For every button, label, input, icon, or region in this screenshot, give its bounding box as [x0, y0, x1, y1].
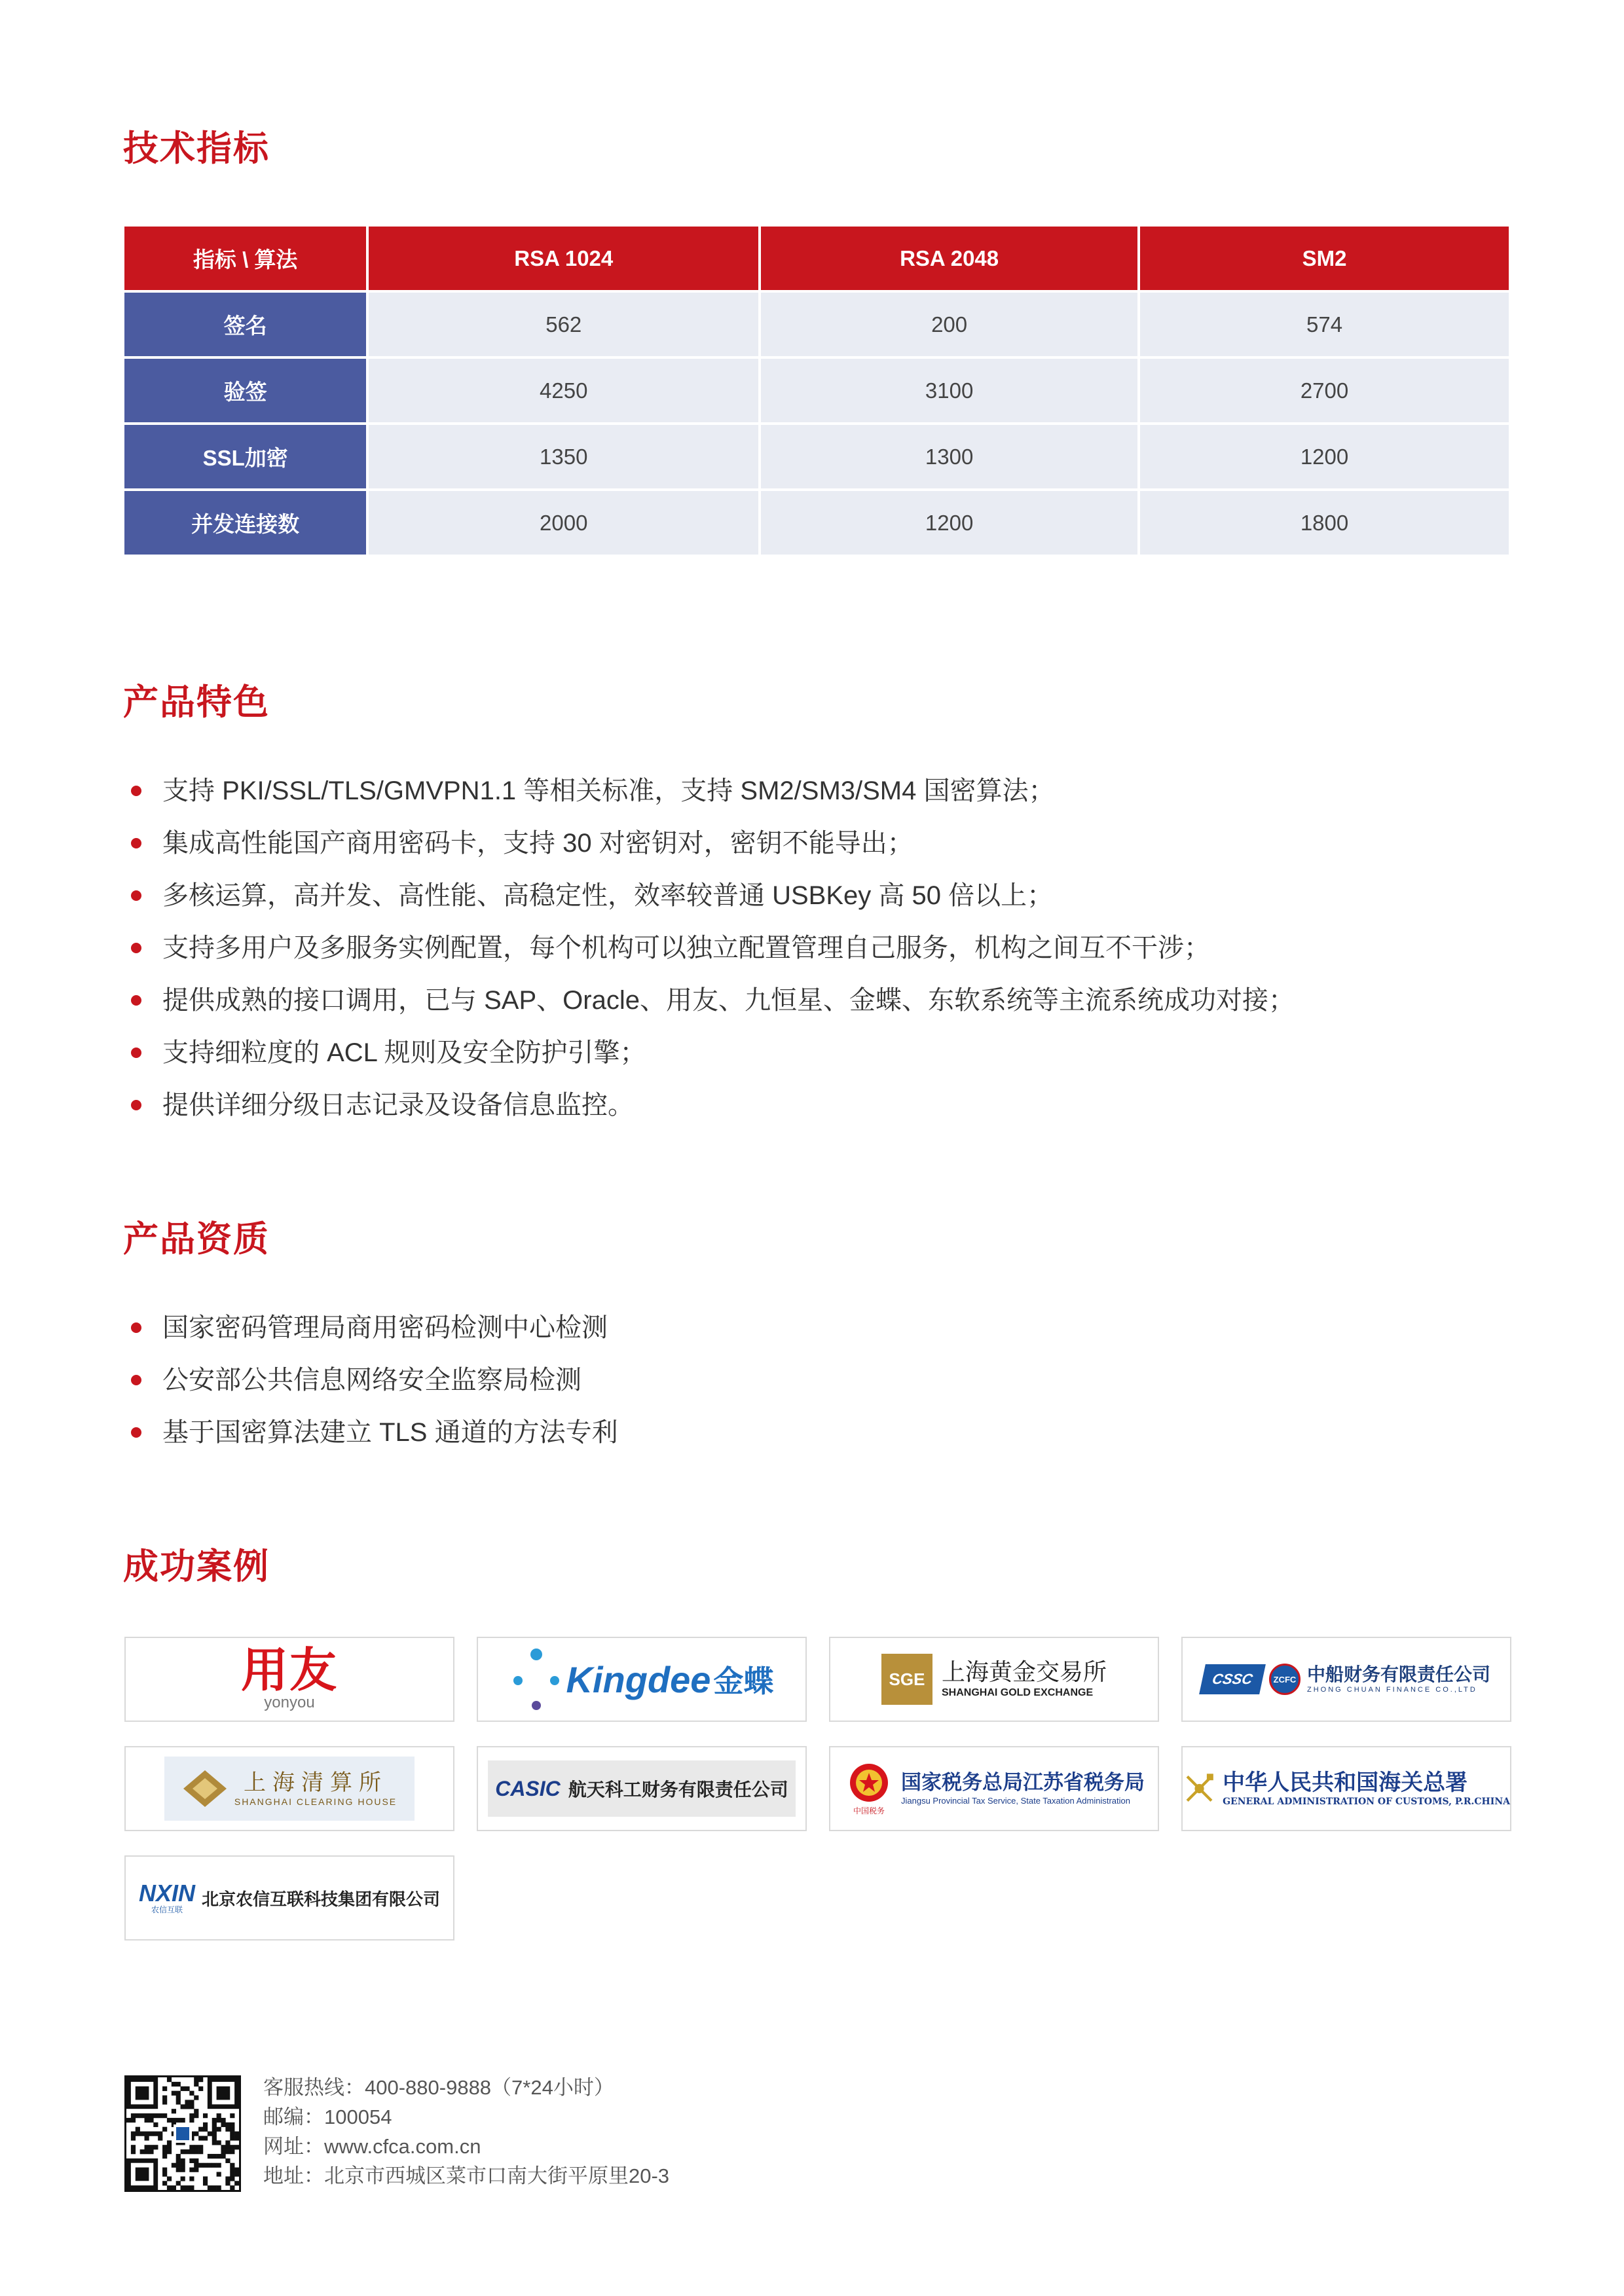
yonyou-logo-text: 用友 — [240, 1645, 338, 1697]
table-cell: 1300 — [761, 425, 1137, 488]
table-header: RSA 2048 — [761, 227, 1137, 290]
nxin-mark-sub: 农信互联 — [151, 1905, 183, 1914]
list-item — [131, 974, 1295, 1027]
sge-logo-sub: SHANGHAI GOLD EXCHANGE — [941, 1687, 1094, 1698]
list-item-text: 基于国密算法建立 TLS 通道的方法专利 — [162, 1418, 618, 1447]
list-item — [131, 1354, 618, 1406]
list-item — [131, 869, 1295, 922]
kingdee-logo-cn: 金蝶 — [713, 1664, 774, 1698]
qualifications-list — [131, 1302, 618, 1459]
shclearing-logo-text: 上海清算所 — [243, 1770, 388, 1796]
nxin-logo-text: 北京农信互联科技集团有限公司 — [202, 1889, 441, 1909]
row-label: 签名 — [124, 293, 366, 356]
kingdee-dots-icon — [510, 1647, 563, 1712]
qualifications-title: 产品资质 — [123, 1220, 270, 1259]
tax-seal-text: 中国税务 — [853, 1806, 885, 1815]
table-header-row — [124, 227, 1509, 290]
table-cell: 562 — [369, 293, 758, 356]
list-item — [131, 817, 1295, 869]
bullet-dot-icon — [131, 890, 141, 901]
logo-nxin — [124, 1855, 454, 1941]
table-row — [124, 491, 1509, 555]
sge-mark-icon: SGE — [881, 1654, 932, 1705]
sge-logo-text: 上海黄金交易所 — [941, 1659, 1107, 1686]
cases-title: 成功案例 — [123, 1547, 270, 1586]
bullet-dot-icon — [131, 943, 141, 953]
row-label: 并发连接数 — [124, 491, 366, 555]
list-item-text: 提供详细分级日志记录及设备信息监控。 — [162, 1091, 634, 1120]
cssc-logo-text: 中船财务有限责任公司 — [1306, 1664, 1490, 1685]
customs-logo-text: 中华人民共和国海关总署 — [1223, 1770, 1468, 1796]
list-item — [131, 765, 1295, 817]
logo-sge — [829, 1637, 1159, 1722]
list-item-text: 集成高性能国产商用密码卡，支持 30 对密钥对，密钥不能导出； — [162, 829, 913, 858]
tax-emblem-icon — [849, 1762, 889, 1803]
footer-contact — [263, 2073, 669, 2191]
bullet-dot-icon — [131, 838, 141, 848]
table-cell: 1200 — [761, 491, 1137, 555]
table-cell: 3100 — [761, 359, 1137, 422]
hotline-text: 客服热线：400-880-9888（7*24小时） — [263, 2076, 614, 2099]
list-item — [131, 1302, 618, 1354]
table-cell: 200 — [761, 293, 1137, 356]
bullet-dot-icon — [131, 1322, 141, 1333]
postcode-text: 邮编：100054 — [263, 2105, 392, 2128]
bullet-dot-icon — [131, 786, 141, 796]
list-item — [131, 1406, 618, 1459]
table-cell: 1350 — [369, 425, 758, 488]
table-header: RSA 1024 — [369, 227, 758, 290]
customs-emblem-icon — [1183, 1765, 1216, 1812]
table-cell: 1800 — [1140, 491, 1509, 555]
bullet-dot-icon — [131, 1427, 141, 1438]
row-label: SSL加密 — [124, 425, 366, 488]
list-item-text: 多核运算，高并发、高性能、高稳定性，效率较普通 USBKey 高 50 倍以上； — [162, 881, 1054, 910]
table-cell: 2000 — [369, 491, 758, 555]
table-cell: 1200 — [1140, 425, 1509, 488]
address-text: 地址：北京市西城区菜市口南大街平原里20-3 — [263, 2164, 670, 2187]
table-header: 指标 \ 算法 — [124, 227, 366, 290]
logo-casic — [477, 1746, 807, 1831]
casic-mark-icon: CASIC — [495, 1776, 561, 1800]
list-item-text: 提供成熟的接口调用，已与 SAP、Oracle、用友、九恒星、金蝶、东软系统等主流系统成功对接； — [162, 986, 1295, 1015]
table-cell: 4250 — [369, 359, 758, 422]
bullet-dot-icon — [131, 1048, 141, 1058]
tech-specs-title: 技术指标 — [123, 129, 270, 168]
features-title: 产品特色 — [123, 683, 270, 722]
logo-customs — [1181, 1746, 1511, 1831]
qr-code-icon — [124, 2075, 241, 2192]
table-cell: 2700 — [1140, 359, 1509, 422]
spec-table — [122, 224, 1511, 557]
list-item — [131, 1079, 1295, 1131]
jstax-logo-sub: Jiangsu Provincial Tax Service, State Taxation Administration — [901, 1796, 1130, 1806]
nxin-mark-icon: NXIN — [138, 1880, 195, 1906]
cssc-mark-icon: CSSC — [1199, 1664, 1266, 1694]
bullet-dot-icon — [131, 1375, 141, 1385]
logo-kingdee — [477, 1637, 807, 1722]
features-list — [131, 765, 1295, 1131]
list-item — [131, 1027, 1295, 1079]
logo-yonyou — [124, 1637, 454, 1722]
logo-jstax — [829, 1746, 1159, 1831]
bullet-dot-icon — [131, 1100, 141, 1110]
cssc-logo-sub: ZHONG CHUAN FINANCE CO.,LTD — [1306, 1686, 1477, 1694]
website-text: 网址：www.cfca.com.cn — [263, 2135, 481, 2158]
list-item-text: 支持多用户及多服务实例配置，每个机构可以独立配置管理自己服务，机构之间互不干涉； — [162, 934, 1210, 962]
zcfc-mark-icon: ZCFC — [1269, 1664, 1301, 1695]
customs-logo-sub: GENERAL ADMINISTRATION OF CUSTOMS, P.R.CHINA — [1223, 1796, 1510, 1807]
casic-logo-text: 航天科工财务有限责任公司 — [568, 1779, 788, 1800]
shclearing-diamond-icon — [182, 1769, 228, 1808]
table-row — [124, 359, 1509, 422]
list-item-text: 支持 PKI/SSL/TLS/GMVPN1.1 等相关标准，支持 SM2/SM3/SM4 国密算法； — [162, 776, 1055, 805]
kingdee-logo-text: Kingdee — [566, 1658, 711, 1700]
jstax-logo-text: 国家税务总局江苏省税务局 — [901, 1771, 1145, 1794]
shclearing-logo-sub: SHANGHAI CLEARING HOUSE — [234, 1796, 397, 1807]
table-row — [124, 425, 1509, 488]
list-item-text: 支持细粒度的 ACL 规则及安全防护引擎； — [162, 1038, 646, 1067]
list-item-text: 公安部公共信息网络安全监察局检测 — [162, 1366, 581, 1394]
yonyou-logo-sub: yonyou — [264, 1694, 315, 1711]
list-item-text: 国家密码管理局商用密码检测中心检测 — [162, 1313, 608, 1342]
table-header: SM2 — [1140, 227, 1509, 290]
logo-cssc — [1181, 1637, 1511, 1722]
table-row — [124, 293, 1509, 356]
table-cell: 574 — [1140, 293, 1509, 356]
logo-shclearing — [124, 1746, 454, 1831]
list-item — [131, 922, 1295, 974]
row-label: 验签 — [124, 359, 366, 422]
bullet-dot-icon — [131, 995, 141, 1006]
